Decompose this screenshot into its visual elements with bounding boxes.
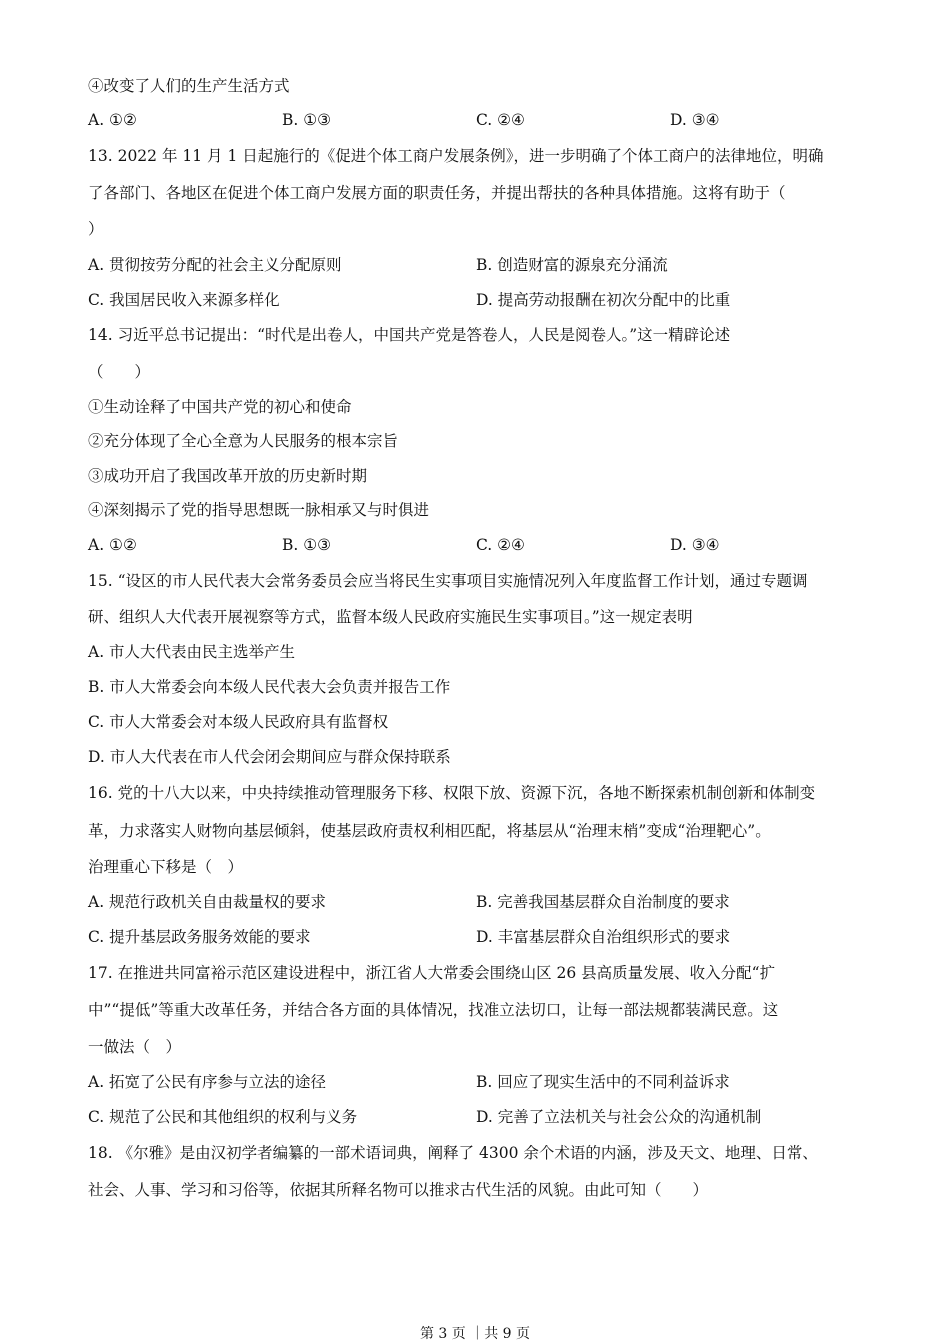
q15-option-d: D. 市人大代表在市人代会闭会期间应与群众保持联系 [88, 748, 451, 766]
q12-option-c: C. ②④ [476, 111, 525, 129]
q15-option-a: A. 市人大代表由民主选举产生 [88, 643, 296, 661]
q13-stem-line-1: 13. 2022 年 11 月 1 日起施行的《促进个体工商户发展条例》，进一步明确了个体工商户的法律地位，明确 [88, 147, 824, 165]
q17-option-d: D. 完善了立法机关与社会公众的沟通机制 [476, 1108, 762, 1126]
q17-option-a: A. 拓宽了公民有序参与立法的途径 [88, 1073, 327, 1091]
q14-item-2: ②充分体现了全心全意为人民服务的根本宗旨 [88, 432, 399, 450]
q16-option-a: A. 规范行政机关自由裁量权的要求 [88, 893, 327, 911]
q13-option-d: D. 提高劳动报酬在初次分配中的比重 [476, 291, 731, 309]
q16-stem-line-2: 革，力求落实人财物向基层倾斜，使基层政府责权利相匹配，将基层从“治理末梢”变成“治理靶心”。 [88, 822, 771, 840]
q16-option-d: D. 丰富基层群众自治组织形式的要求 [476, 928, 731, 946]
q18-stem-line-2: 社会、人事、学习和习俗等，依据其所释名物可以推求古代生活的风貌。由此可知（ ） [88, 1181, 709, 1199]
q13-stem-line-2: 了各部门、各地区在促进个体工商户发展方面的职责任务，并提出帮扶的各种具体措施。这将有助于（ [88, 184, 786, 202]
q14-item-4: ④深刻揭示了党的指导思想既一脉相承又与时俱进 [88, 501, 430, 519]
q14-stem-line-2: （ ） [88, 363, 151, 381]
q12-option-d: D. ③④ [670, 111, 720, 129]
q15-option-c: C. 市人大常委会对本级人民政府具有监督权 [88, 713, 389, 731]
q13-option-c: C. 我国居民收入来源多样化 [88, 291, 280, 309]
q18-stem-line-1: 18. 《尔雅》是由汉初学者编纂的一部术语词典，阐释了 4300 余个术语的内涵，涉及天文、地理、日常、 [88, 1144, 818, 1162]
page-number-footer: 第 3 页 ｜共 9 页 [419, 1326, 531, 1342]
q14-option-a: A. ①② [88, 536, 137, 554]
q15-stem-line-2: 研、组织人大代表开展视察等方式，监督本级人民政府实施民生实事项目。”这一规定表明 [88, 608, 693, 626]
q14-option-b: B. ①③ [282, 536, 332, 554]
q12-item-4: ④改变了人们的生产生活方式 [88, 77, 290, 95]
q16-option-c: C. 提升基层政务服务效能的要求 [88, 928, 311, 946]
q12-option-a: A. ①② [88, 111, 137, 129]
q14-item-3: ③成功开启了我国改革开放的历史新时期 [88, 467, 368, 485]
q14-option-c: C. ②④ [476, 536, 525, 554]
q16-stem-line-1: 16. 党的十八大以来，中央持续推动管理服务下移、权限下放、资源下沉，各地不断探索机制创新和体制变 [88, 784, 816, 802]
q13-stem-line-3: ） [88, 220, 104, 238]
q12-option-b: B. ①③ [282, 111, 332, 129]
q17-stem-line-1: 17. 在推进共同富裕示范区建设进程中，浙江省人大常委会围绕山区 26 县高质量发展、收入分配“扩 [88, 964, 776, 982]
q14-item-1: ①生动诠释了中国共产党的初心和使命 [88, 398, 352, 416]
q14-stem-line-1: 14. 习近平总书记提出：“时代是出卷人，中国共产党是答卷人，人民是阅卷人。”这一精辟论述 [88, 326, 731, 344]
q17-option-b: B. 回应了现实生活中的不同利益诉求 [476, 1073, 730, 1091]
q17-stem-line-2: 中”“提低”等重大改革任务，并结合各方面的具体情况，找准立法切口，让每一部法规都装满民意。这 [88, 1001, 779, 1019]
q14-option-d: D. ③④ [670, 536, 720, 554]
q15-stem-line-1: 15. “设区的市人民代表大会常务委员会应当将民生实事项目实施情况列入年度监督工作计划，通过专题调 [88, 572, 808, 590]
q13-option-b: B. 创造财富的源泉充分涌流 [476, 256, 668, 274]
q15-option-b: B. 市人大常委会向本级人民代表大会负责并报告工作 [88, 678, 451, 696]
q17-option-c: C. 规范了公民和其他组织的权利与义务 [88, 1108, 358, 1126]
q16-option-b: B. 完善我国基层群众自治制度的要求 [476, 893, 730, 911]
q17-stem-line-3: 一做法（ ） [88, 1038, 182, 1056]
q16-stem-line-3: 治理重心下移是（ ） [88, 858, 244, 876]
q13-option-a: A. 贯彻按劳分配的社会主义分配原则 [88, 256, 342, 274]
